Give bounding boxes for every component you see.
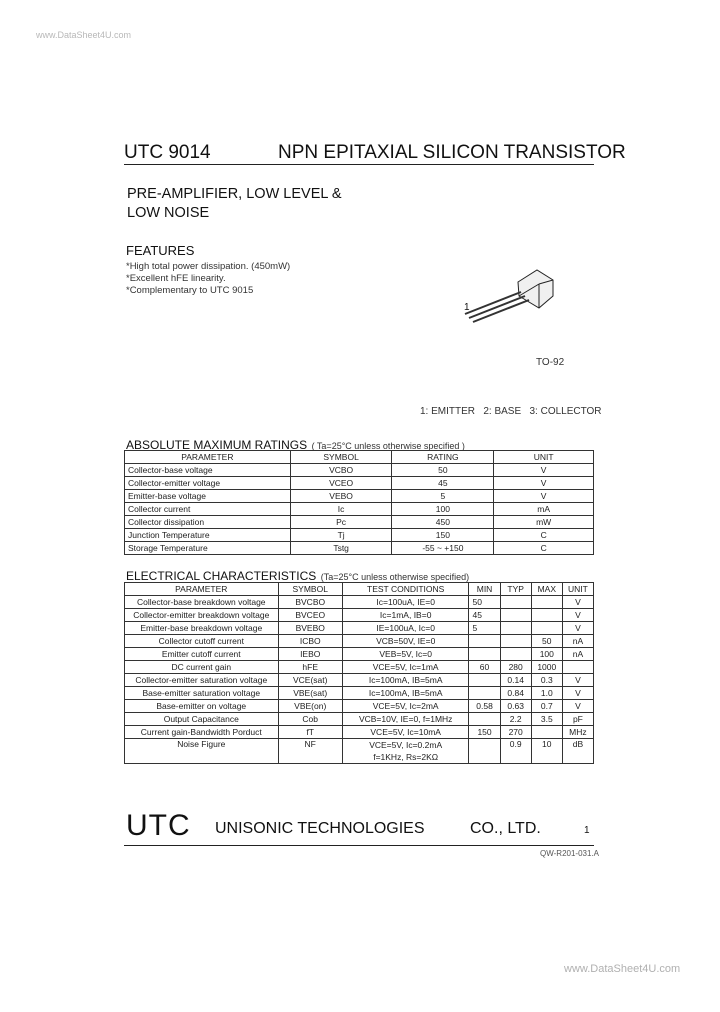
elec-header-row bbox=[125, 583, 594, 596]
table-row bbox=[125, 516, 594, 529]
col-header: TEST CONDITIONS bbox=[342, 583, 469, 596]
param-cell: Storage Temperature bbox=[125, 542, 291, 555]
condition-cell: IE=100uA, Ic=0 bbox=[342, 622, 469, 635]
param-cell: Collector cutoff current bbox=[125, 635, 279, 648]
min-cell bbox=[469, 713, 500, 726]
param-cell: Emitter cutoff current bbox=[125, 648, 279, 661]
symbol-cell: VEBO bbox=[290, 490, 392, 503]
col-header: UNIT bbox=[494, 451, 594, 464]
unit-cell: V bbox=[494, 464, 594, 477]
unit-cell: nA bbox=[562, 648, 593, 661]
feature-item: *Complementary to UTC 9015 bbox=[126, 285, 254, 296]
subtitle-line-1: PRE-AMPLIFIER, LOW LEVEL & bbox=[127, 186, 342, 202]
typ-cell bbox=[500, 648, 531, 661]
max-cell bbox=[531, 609, 562, 622]
max-cell bbox=[531, 726, 562, 739]
watermark-top: www.DataSheet4U.com bbox=[36, 30, 132, 40]
features-heading: FEATURES bbox=[126, 243, 195, 258]
table-row bbox=[125, 687, 594, 700]
max-cell: 1000 bbox=[531, 661, 562, 674]
typ-cell bbox=[500, 609, 531, 622]
feature-item: *Excellent hFE linearity. bbox=[126, 273, 226, 284]
max-cell: 10 bbox=[531, 739, 562, 764]
table-row bbox=[125, 542, 594, 555]
max-cell: 3.5 bbox=[531, 713, 562, 726]
rating-cell: 45 bbox=[392, 477, 494, 490]
footer-company-suffix: CO., LTD. bbox=[470, 820, 541, 837]
min-cell bbox=[469, 739, 500, 764]
param-cell: Junction Temperature bbox=[125, 529, 291, 542]
condition-cell: Ic=100mA, IB=5mA bbox=[342, 687, 469, 700]
param-cell: Current gain-Bandwidth Porduct bbox=[125, 726, 279, 739]
max-cell: 100 bbox=[531, 648, 562, 661]
param-cell: Emitter-base voltage bbox=[125, 490, 291, 503]
condition-cell: Ic=1mA, IB=0 bbox=[342, 609, 469, 622]
min-cell bbox=[469, 687, 500, 700]
param-cell: Output Capacitance bbox=[125, 713, 279, 726]
symbol-cell: Pc bbox=[290, 516, 392, 529]
condition-cell: Ic=100uA, IE=0 bbox=[342, 596, 469, 609]
typ-cell bbox=[500, 635, 531, 648]
col-header: PARAMETER bbox=[125, 583, 279, 596]
rating-cell: 50 bbox=[392, 464, 494, 477]
param-cell: Base-emitter saturation voltage bbox=[125, 687, 279, 700]
subtitle-line-2: LOW NOISE bbox=[127, 205, 210, 221]
symbol-cell: ICBO bbox=[278, 635, 342, 648]
max-cell: 1.0 bbox=[531, 687, 562, 700]
min-cell bbox=[469, 635, 500, 648]
table-row bbox=[125, 490, 594, 503]
param-cell: Collector dissipation bbox=[125, 516, 291, 529]
condition-cell bbox=[342, 739, 469, 764]
unit-cell: V bbox=[562, 687, 593, 700]
typ-cell: 0.84 bbox=[500, 687, 531, 700]
symbol-cell: VBE(on) bbox=[278, 700, 342, 713]
condition-line-1: VCE=5V, Ic=0.2mA bbox=[369, 740, 443, 750]
elec-table bbox=[124, 582, 594, 764]
abs-max-header-row bbox=[125, 451, 594, 464]
typ-cell: 0.63 bbox=[500, 700, 531, 713]
condition-cell: Ic=100mA, IB=5mA bbox=[342, 674, 469, 687]
typ-cell bbox=[500, 596, 531, 609]
unit-cell: C bbox=[494, 529, 594, 542]
abs-max-heading: ABSOLUTE MAXIMUM RATINGS bbox=[126, 438, 308, 452]
elec-heading: ELECTRICAL CHARACTERISTICS bbox=[126, 569, 317, 583]
min-cell bbox=[469, 674, 500, 687]
max-cell: 0.7 bbox=[531, 700, 562, 713]
to92-package-image bbox=[455, 262, 565, 332]
rating-cell: 100 bbox=[392, 503, 494, 516]
min-cell: 45 bbox=[469, 609, 500, 622]
symbol-cell: Tj bbox=[290, 529, 392, 542]
table-row bbox=[125, 477, 594, 490]
symbol-cell: IEBO bbox=[278, 648, 342, 661]
footer-company: UNISONIC TECHNOLOGIES bbox=[215, 820, 425, 837]
watermark-bottom: www.DataSheet4U.com bbox=[564, 963, 681, 975]
col-header: SYMBOL bbox=[290, 451, 392, 464]
unit-cell: V bbox=[562, 674, 593, 687]
max-cell bbox=[531, 622, 562, 635]
feature-item: *High total power dissipation. (450mW) bbox=[126, 261, 291, 272]
table-row bbox=[125, 464, 594, 477]
unit-cell: V bbox=[494, 490, 594, 503]
condition-cell: VEB=5V, Ic=0 bbox=[342, 648, 469, 661]
unit-cell: V bbox=[562, 622, 593, 635]
condition-cell: VCE=5V, Ic=2mA bbox=[342, 700, 469, 713]
col-header: UNIT bbox=[562, 583, 593, 596]
symbol-cell: hFE bbox=[278, 661, 342, 674]
elec-note: (Ta=25°C unless otherwise specified) bbox=[320, 572, 470, 582]
subtitle bbox=[127, 185, 342, 223]
unit-cell: MHz bbox=[562, 726, 593, 739]
typ-cell: 0.9 bbox=[500, 739, 531, 764]
col-header: MIN bbox=[469, 583, 500, 596]
col-header: RATING bbox=[392, 451, 494, 464]
max-cell bbox=[531, 596, 562, 609]
param-cell: Emitter-base breakdown voltage bbox=[125, 622, 279, 635]
max-cell: 0.3 bbox=[531, 674, 562, 687]
condition-cell: VCE=5V, Ic=10mA bbox=[342, 726, 469, 739]
unit-cell: pF bbox=[562, 713, 593, 726]
param-cell: Base-emitter on voltage bbox=[125, 700, 279, 713]
elec-rows bbox=[125, 596, 594, 764]
typ-cell: 0.14 bbox=[500, 674, 531, 687]
table-row bbox=[125, 726, 594, 739]
table-row bbox=[125, 503, 594, 516]
param-cell: Collector-emitter breakdown voltage bbox=[125, 609, 279, 622]
table-row bbox=[125, 700, 594, 713]
typ-cell: 2.2 bbox=[500, 713, 531, 726]
max-cell: 50 bbox=[531, 635, 562, 648]
rating-cell: 5 bbox=[392, 490, 494, 503]
header-rule bbox=[124, 164, 594, 165]
col-header: TYP bbox=[500, 583, 531, 596]
table-row bbox=[125, 609, 594, 622]
param-cell: Collector current bbox=[125, 503, 291, 516]
param-cell: DC current gain bbox=[125, 661, 279, 674]
pinout-text: 1: EMITTER 2: BASE 3: COLLECTOR bbox=[420, 406, 602, 417]
table-row bbox=[125, 648, 594, 661]
symbol-cell: BVCBO bbox=[278, 596, 342, 609]
symbol-cell: BVEBO bbox=[278, 622, 342, 635]
table-row bbox=[125, 622, 594, 635]
param-cell: Collector-base voltage bbox=[125, 464, 291, 477]
symbol-cell: Tstg bbox=[290, 542, 392, 555]
unit-cell: C bbox=[494, 542, 594, 555]
condition-cell: VCB=10V, IE=0, f=1MHz bbox=[342, 713, 469, 726]
table-row bbox=[125, 635, 594, 648]
symbol-cell: Ic bbox=[290, 503, 392, 516]
table-row-noise-figure bbox=[125, 739, 594, 764]
abs-max-table bbox=[124, 450, 594, 555]
table-row bbox=[125, 713, 594, 726]
typ-cell: 270 bbox=[500, 726, 531, 739]
symbol-cell: BVCEO bbox=[278, 609, 342, 622]
table-row bbox=[125, 529, 594, 542]
rating-cell: 150 bbox=[392, 529, 494, 542]
unit-cell: mA bbox=[494, 503, 594, 516]
document-number: QW-R201-031.A bbox=[540, 849, 599, 858]
col-header: PARAMETER bbox=[125, 451, 291, 464]
part-number: UTC 9014 bbox=[124, 142, 211, 163]
unit-cell: mW bbox=[494, 516, 594, 529]
min-cell: 5 bbox=[469, 622, 500, 635]
symbol-cell: NF bbox=[278, 739, 342, 764]
page-number: 1 bbox=[584, 825, 590, 836]
typ-cell: 280 bbox=[500, 661, 531, 674]
col-header: SYMBOL bbox=[278, 583, 342, 596]
unit-cell bbox=[562, 661, 593, 674]
part-description: NPN EPITAXIAL SILICON TRANSISTOR bbox=[278, 142, 626, 163]
rating-cell: 450 bbox=[392, 516, 494, 529]
param-cell: Collector-base breakdown voltage bbox=[125, 596, 279, 609]
symbol-cell: VBE(sat) bbox=[278, 687, 342, 700]
param-cell: Collector-emitter saturation voltage bbox=[125, 674, 279, 687]
unit-cell: V bbox=[494, 477, 594, 490]
unit-cell: nA bbox=[562, 635, 593, 648]
symbol-cell: VCE(sat) bbox=[278, 674, 342, 687]
min-cell: 50 bbox=[469, 596, 500, 609]
unit-cell: V bbox=[562, 700, 593, 713]
symbol-cell: VCBO bbox=[290, 464, 392, 477]
rating-cell: -55 ~ +150 bbox=[392, 542, 494, 555]
min-cell: 0.58 bbox=[469, 700, 500, 713]
symbol-cell: Cob bbox=[278, 713, 342, 726]
condition-cell: VCE=5V, Ic=1mA bbox=[342, 661, 469, 674]
unit-cell: V bbox=[562, 609, 593, 622]
footer-rule bbox=[124, 845, 594, 846]
unit-cell: V bbox=[562, 596, 593, 609]
table-row bbox=[125, 661, 594, 674]
min-cell bbox=[469, 648, 500, 661]
package-name: TO-92 bbox=[536, 357, 565, 368]
pin-1-label: 1 bbox=[464, 302, 470, 313]
abs-max-note: ( Ta=25°C unless otherwise specified ) bbox=[311, 441, 465, 451]
condition-cell: VCB=50V, IE=0 bbox=[342, 635, 469, 648]
min-cell: 60 bbox=[469, 661, 500, 674]
table-row bbox=[125, 674, 594, 687]
param-cell: Collector-emitter voltage bbox=[125, 477, 291, 490]
footer-logo: UTC bbox=[126, 809, 191, 842]
col-header: MAX bbox=[531, 583, 562, 596]
min-cell: 150 bbox=[469, 726, 500, 739]
param-cell: Noise Figure bbox=[125, 739, 279, 764]
symbol-cell: VCEO bbox=[290, 477, 392, 490]
condition-line-2: f=1KHz, Rs=2KΩ bbox=[373, 752, 439, 762]
symbol-cell: fT bbox=[278, 726, 342, 739]
unit-cell: dB bbox=[562, 739, 593, 764]
typ-cell bbox=[500, 622, 531, 635]
table-row bbox=[125, 596, 594, 609]
